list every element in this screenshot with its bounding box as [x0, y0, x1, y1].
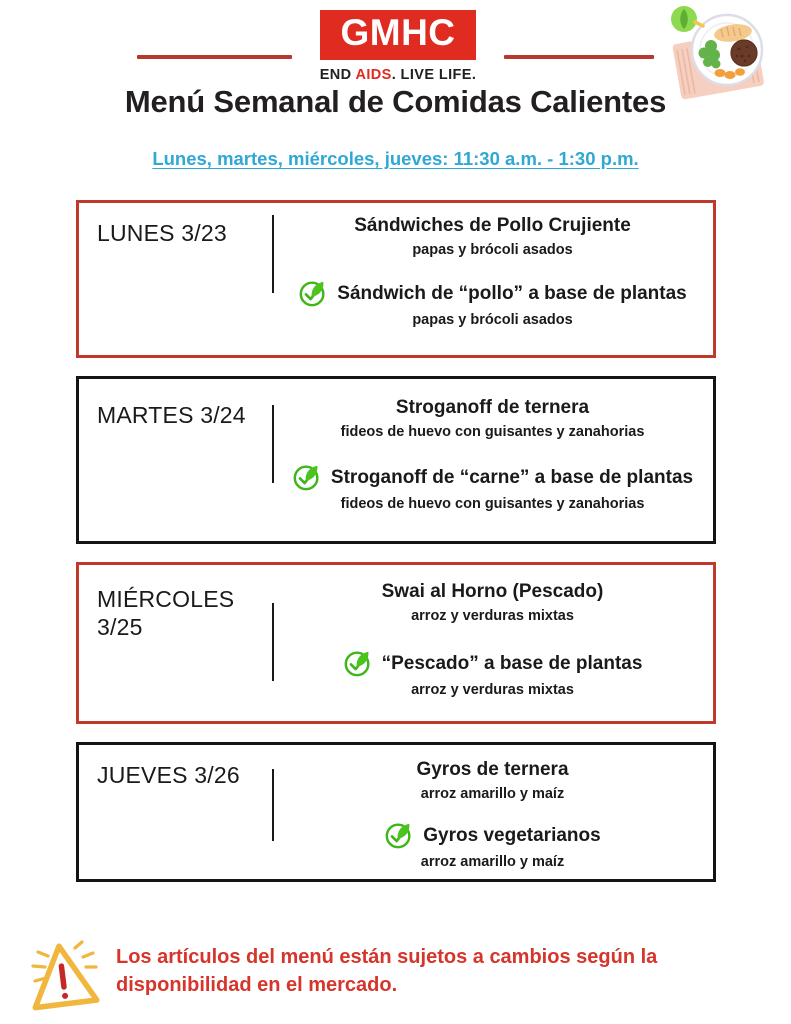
- veg-item-row: [286, 278, 699, 308]
- menu-item-name: Sándwich de “pollo” a base de plantas: [337, 282, 687, 304]
- menu-item: [286, 278, 699, 330]
- day-divider: [272, 215, 274, 293]
- poster-header: [0, 0, 791, 140]
- day-label: JUEVES 3/26: [97, 762, 240, 788]
- day-items: [264, 565, 713, 713]
- menu-item: [286, 579, 699, 626]
- disclaimer-text: Los artículos del menú están sujetos a cambios según la disponibilidad en el mercado.: [116, 946, 658, 996]
- leaf-check-icon: [298, 278, 328, 308]
- menu-day-card: [76, 376, 716, 544]
- tagline-aids: AIDS: [355, 66, 392, 83]
- day-divider: [272, 405, 274, 483]
- menu-item: [286, 820, 699, 872]
- day-label: LUNES 3/23: [97, 220, 227, 246]
- menu-day-list: [76, 200, 716, 900]
- day-divider: [272, 769, 274, 841]
- leaf-check-icon: [384, 820, 414, 850]
- menu-item-sides: arroz amarillo y maíz: [420, 786, 565, 803]
- menu-item-name: Stroganoff de ternera: [395, 397, 590, 418]
- menu-item: [286, 462, 699, 514]
- menu-item-sides: arroz amarillo y maíz: [420, 854, 565, 871]
- day-items: [264, 379, 713, 527]
- menu-item-name: Stroganoff de “carne” a base de plantas: [330, 466, 694, 488]
- menu-item-sides: arroz y verduras mixtas: [411, 608, 574, 625]
- decorative-line-right: [504, 55, 654, 59]
- leaf-check-icon: [343, 648, 373, 678]
- page-title: Menú Semanal de Comidas Calientes: [124, 84, 667, 119]
- menu-day-card: [76, 742, 716, 882]
- veg-item-row: [286, 820, 699, 850]
- logo-tagline: [320, 67, 477, 83]
- veg-item-row: [286, 648, 699, 678]
- day-divider: [272, 603, 274, 681]
- warning-triangle-icon: [20, 934, 106, 1016]
- day-label: MARTES 3/24: [97, 402, 246, 428]
- day-items: [264, 203, 713, 343]
- menu-item: [286, 395, 699, 442]
- veg-item-row: [286, 462, 699, 492]
- gmhc-logo: [320, 10, 477, 83]
- menu-item-sides: papas y brócoli asados: [412, 312, 573, 329]
- day-label: MIÉRCOLES 3/25: [97, 586, 235, 641]
- leaf-check-icon: [292, 462, 322, 492]
- tagline-live-life: . LIVE LIFE.: [391, 66, 477, 83]
- disclaimer-row: [20, 932, 767, 1016]
- menu-item: [286, 757, 699, 804]
- menu-item-sides: arroz y verduras mixtas: [411, 682, 574, 699]
- service-hours: Lunes, martes, miércoles, jueves: 11:30 a.m. - 1:30 p.m.: [152, 148, 639, 169]
- menu-day-card: [76, 200, 716, 358]
- menu-item-name: Swai al Horno (Pescado): [381, 581, 604, 602]
- tagline-end: END: [319, 66, 352, 83]
- menu-item-name: Gyros de ternera: [416, 759, 569, 780]
- menu-day-card: [76, 562, 716, 724]
- menu-item-sides: fideos de huevo con guisantes y zanahorias: [340, 496, 645, 513]
- menu-item-name: Sándwiches de Pollo Crujiente: [354, 215, 631, 236]
- menu-item-sides: papas y brócoli asados: [412, 242, 573, 259]
- menu-item: [286, 213, 699, 260]
- menu-item-name: “Pescado” a base de plantas: [381, 652, 643, 674]
- decorative-line-left: [137, 55, 292, 59]
- logo-red-box: [320, 10, 475, 60]
- logo-text: GMHC: [340, 12, 456, 53]
- day-items: [264, 745, 713, 885]
- menu-item-sides: fideos de huevo con guisantes y zanahorias: [340, 424, 645, 441]
- menu-item: [286, 648, 699, 700]
- menu-item-name: Gyros vegetarianos: [423, 824, 601, 846]
